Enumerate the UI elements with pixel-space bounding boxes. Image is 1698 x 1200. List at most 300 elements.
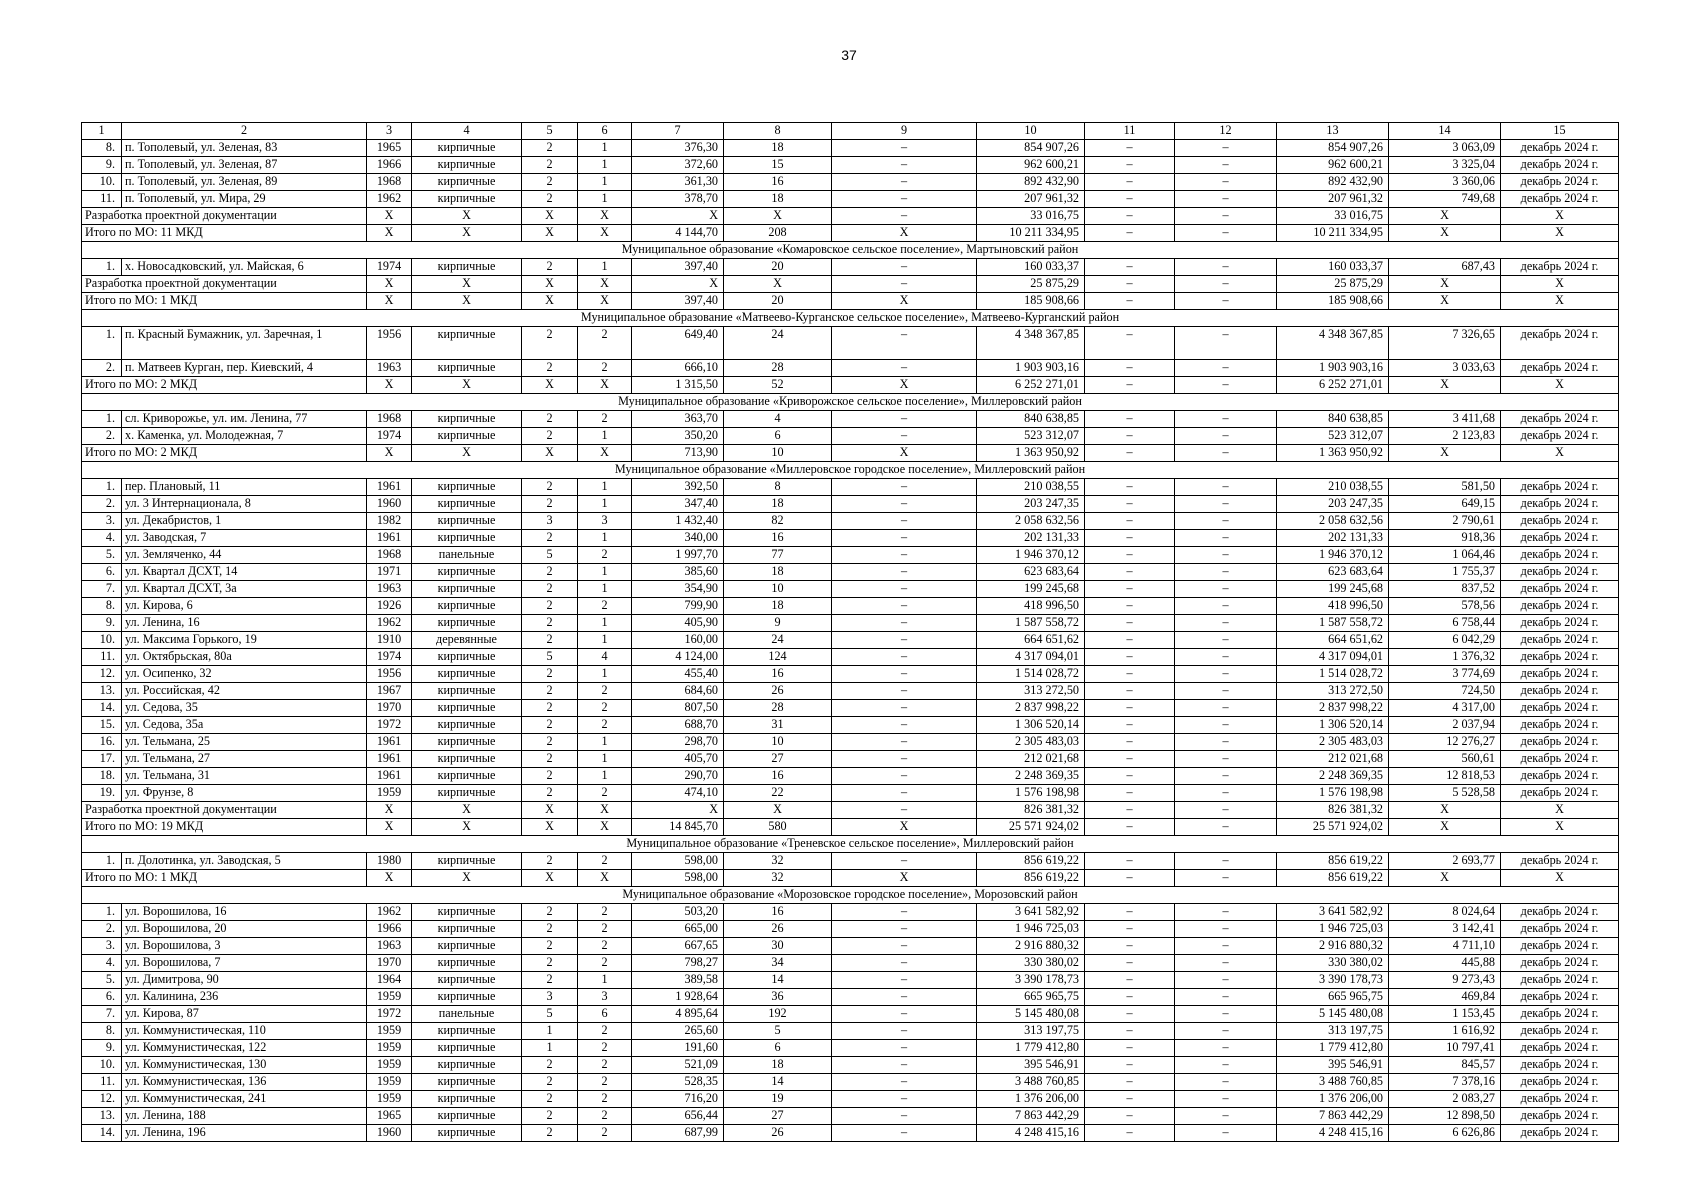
table-cell: X bbox=[1389, 445, 1501, 462]
summary-row bbox=[82, 225, 1619, 242]
row-number: 16. bbox=[82, 734, 122, 751]
table-cell: 649,40 bbox=[632, 327, 724, 360]
table-cell: 713,90 bbox=[632, 445, 724, 462]
table-cell: 598,00 bbox=[632, 853, 724, 870]
table-cell: 5 bbox=[522, 649, 578, 666]
row-number: 12. bbox=[82, 666, 122, 683]
row-number: 15. bbox=[82, 717, 122, 734]
table-cell: 1 587 558,72 bbox=[977, 615, 1085, 632]
table-cell: – bbox=[1175, 921, 1277, 938]
table-cell: кирпичные bbox=[412, 1057, 522, 1074]
section-title: Муниципальное образование «Матвеево-Курганское сельское поселение», Матвеево-Курганский район bbox=[82, 310, 1619, 327]
row-number: 9. bbox=[82, 1040, 122, 1057]
table-cell: 9 bbox=[724, 615, 832, 632]
table-cell: 22 bbox=[724, 785, 832, 802]
table-cell: 2 bbox=[522, 1057, 578, 1074]
table-cell: – bbox=[832, 327, 977, 360]
table-cell: 3 bbox=[522, 989, 578, 1006]
table-cell: – bbox=[832, 564, 977, 581]
table-cell: 418 996,50 bbox=[977, 598, 1085, 615]
table-cell: 14 845,70 bbox=[632, 819, 724, 836]
table-cell: – bbox=[832, 208, 977, 225]
table-cell: – bbox=[1175, 802, 1277, 819]
table-row bbox=[82, 157, 1619, 174]
table-row bbox=[82, 955, 1619, 972]
table-cell: – bbox=[1085, 717, 1175, 734]
table-cell: кирпичные bbox=[412, 649, 522, 666]
table-cell: – bbox=[1085, 700, 1175, 717]
table-cell: кирпичные bbox=[412, 140, 522, 157]
table-row bbox=[82, 259, 1619, 276]
address-cell: ул. Ленина, 16 bbox=[122, 615, 367, 632]
table-cell: 1926 bbox=[367, 598, 412, 615]
table-cell: 687,99 bbox=[632, 1125, 724, 1142]
row-number: 3. bbox=[82, 938, 122, 955]
table-cell: – bbox=[1175, 496, 1277, 513]
table-cell: – bbox=[1085, 360, 1175, 377]
table-cell: 1 946 370,12 bbox=[1277, 547, 1389, 564]
table-cell: 27 bbox=[724, 1108, 832, 1125]
table-cell: 1972 bbox=[367, 717, 412, 734]
table-cell: 2 916 880,32 bbox=[1277, 938, 1389, 955]
table-cell: 5 145 480,08 bbox=[977, 1006, 1085, 1023]
table-cell: 3 325,04 bbox=[1389, 157, 1501, 174]
table-cell: 1 587 558,72 bbox=[1277, 615, 1389, 632]
table-cell: – bbox=[1085, 938, 1175, 955]
table-cell: 2 bbox=[522, 1108, 578, 1125]
table-cell: 3 390 178,73 bbox=[1277, 972, 1389, 989]
table-cell: – bbox=[1175, 904, 1277, 921]
table-row bbox=[82, 174, 1619, 191]
table-cell: – bbox=[832, 581, 977, 598]
table-cell: 313 197,75 bbox=[1277, 1023, 1389, 1040]
table-cell: 185 908,66 bbox=[1277, 293, 1389, 310]
table-cell: – bbox=[1085, 989, 1175, 1006]
table-row bbox=[82, 904, 1619, 921]
table-cell: 2 bbox=[578, 360, 632, 377]
address-cell: х. Новосадковский, ул. Майская, 6 bbox=[122, 259, 367, 276]
table-cell: X bbox=[724, 276, 832, 293]
table-cell: X bbox=[412, 293, 522, 310]
table-cell: кирпичные bbox=[412, 513, 522, 530]
section-header-row bbox=[82, 242, 1619, 259]
table-row bbox=[82, 683, 1619, 700]
table-cell: 4 317 094,01 bbox=[977, 649, 1085, 666]
summary-row bbox=[82, 819, 1619, 836]
table-cell: 2 bbox=[578, 1091, 632, 1108]
row-number: 2. bbox=[82, 428, 122, 445]
table-cell: 3 488 760,85 bbox=[1277, 1074, 1389, 1091]
table-cell: 2 bbox=[522, 428, 578, 445]
table-cell: 918,36 bbox=[1389, 530, 1501, 547]
table-cell: декабрь 2024 г. bbox=[1501, 157, 1619, 174]
table-row bbox=[82, 1057, 1619, 1074]
table-cell: кирпичные bbox=[412, 191, 522, 208]
table-cell: – bbox=[832, 921, 977, 938]
table-cell: – bbox=[832, 479, 977, 496]
summary-row bbox=[82, 276, 1619, 293]
table-cell: 34 bbox=[724, 955, 832, 972]
address-cell: ул. Тельмана, 27 bbox=[122, 751, 367, 768]
table-cell: – bbox=[832, 785, 977, 802]
table-cell: 807,50 bbox=[632, 700, 724, 717]
table-cell: 856 619,22 bbox=[977, 853, 1085, 870]
table-cell: кирпичные bbox=[412, 1125, 522, 1142]
table-cell: X bbox=[578, 225, 632, 242]
table-cell: 2 bbox=[522, 1125, 578, 1142]
table-cell: – bbox=[1175, 293, 1277, 310]
table-cell: – bbox=[1085, 479, 1175, 496]
table-cell: декабрь 2024 г. bbox=[1501, 564, 1619, 581]
table-cell: 30 bbox=[724, 938, 832, 955]
table-cell: 4 317 094,01 bbox=[1277, 649, 1389, 666]
table-cell: 26 bbox=[724, 921, 832, 938]
table-cell: 18 bbox=[724, 564, 832, 581]
table-cell: декабрь 2024 г. bbox=[1501, 581, 1619, 598]
table-cell: декабрь 2024 г. bbox=[1501, 1108, 1619, 1125]
table-cell: 372,60 bbox=[632, 157, 724, 174]
table-cell: 1971 bbox=[367, 564, 412, 581]
table-cell: – bbox=[1085, 1006, 1175, 1023]
table-cell: 2 bbox=[522, 327, 578, 360]
table-cell: 1 bbox=[578, 751, 632, 768]
table-cell: – bbox=[832, 768, 977, 785]
table-cell: кирпичные bbox=[412, 785, 522, 802]
table-cell: – bbox=[1085, 683, 1175, 700]
table-cell: 330 380,02 bbox=[977, 955, 1085, 972]
table-cell: 1959 bbox=[367, 785, 412, 802]
table-cell: – bbox=[1085, 428, 1175, 445]
table-cell: 212 021,68 bbox=[977, 751, 1085, 768]
table-cell: кирпичные bbox=[412, 1091, 522, 1108]
table-cell: – bbox=[832, 547, 977, 564]
table-cell: 1963 bbox=[367, 581, 412, 598]
table-cell: – bbox=[1175, 1108, 1277, 1125]
table-cell: 25 571 924,02 bbox=[977, 819, 1085, 836]
table-cell: 1960 bbox=[367, 1125, 412, 1142]
table-cell: – bbox=[1085, 411, 1175, 428]
table-cell: – bbox=[1085, 768, 1175, 785]
column-number-cell: 15 bbox=[1501, 123, 1619, 140]
table-cell: 1 576 198,98 bbox=[1277, 785, 1389, 802]
table-cell: 4 248 415,16 bbox=[1277, 1125, 1389, 1142]
table-cell: 82 bbox=[724, 513, 832, 530]
table-cell: 798,27 bbox=[632, 955, 724, 972]
table-cell: – bbox=[832, 972, 977, 989]
table-cell: декабрь 2024 г. bbox=[1501, 921, 1619, 938]
table-cell: X bbox=[832, 225, 977, 242]
table-row bbox=[82, 938, 1619, 955]
table-row bbox=[82, 360, 1619, 377]
address-cell: ул. Октябрьская, 80а bbox=[122, 649, 367, 666]
table-cell: 207 961,32 bbox=[1277, 191, 1389, 208]
address-cell: ул. Земляченко, 44 bbox=[122, 547, 367, 564]
table-cell: X bbox=[1389, 293, 1501, 310]
table-cell: 290,70 bbox=[632, 768, 724, 785]
table-cell: – bbox=[1175, 360, 1277, 377]
table-cell: – bbox=[1085, 259, 1175, 276]
table-cell: X bbox=[367, 225, 412, 242]
table-cell: – bbox=[832, 496, 977, 513]
table-cell: кирпичные bbox=[412, 955, 522, 972]
table-cell: X bbox=[412, 377, 522, 394]
table-cell: 1 153,45 bbox=[1389, 1006, 1501, 1023]
table-cell: – bbox=[1085, 1125, 1175, 1142]
table-cell: 1 755,37 bbox=[1389, 564, 1501, 581]
summary-label: Итого по МО: 11 МКД bbox=[82, 225, 367, 242]
table-cell: 3 411,68 bbox=[1389, 411, 1501, 428]
table-cell: декабрь 2024 г. bbox=[1501, 259, 1619, 276]
table-row bbox=[82, 428, 1619, 445]
row-number: 8. bbox=[82, 1023, 122, 1040]
table-cell: декабрь 2024 г. bbox=[1501, 1023, 1619, 1040]
table-cell: – bbox=[832, 955, 977, 972]
section-title: Муниципальное образование «Комаровское сельское поселение», Мартыновский район bbox=[82, 242, 1619, 259]
table-cell: кирпичные bbox=[412, 734, 522, 751]
table-cell: – bbox=[1175, 530, 1277, 547]
table-cell: 15 bbox=[724, 157, 832, 174]
table-cell: 580 bbox=[724, 819, 832, 836]
table-cell: – bbox=[1175, 700, 1277, 717]
table-cell: 503,20 bbox=[632, 904, 724, 921]
table-cell: 1 616,92 bbox=[1389, 1023, 1501, 1040]
table-cell: 1 376 206,00 bbox=[1277, 1091, 1389, 1108]
table-cell: кирпичные bbox=[412, 428, 522, 445]
row-number: 11. bbox=[82, 191, 122, 208]
table-cell: X bbox=[578, 293, 632, 310]
table-cell: 1 bbox=[578, 174, 632, 191]
table-cell: 840 638,85 bbox=[977, 411, 1085, 428]
table-cell: 26 bbox=[724, 683, 832, 700]
table-cell: 4 124,00 bbox=[632, 649, 724, 666]
table-cell: 16 bbox=[724, 174, 832, 191]
table-cell: – bbox=[1175, 598, 1277, 615]
table-cell: – bbox=[1085, 513, 1175, 530]
table-cell: X bbox=[632, 208, 724, 225]
table-cell: 2 bbox=[522, 666, 578, 683]
table-cell: 856 619,22 bbox=[977, 870, 1085, 887]
table-cell: 2 bbox=[522, 921, 578, 938]
table-cell: 665 965,75 bbox=[1277, 989, 1389, 1006]
column-number-cell: 4 bbox=[412, 123, 522, 140]
table-cell: 31 bbox=[724, 717, 832, 734]
table-cell: 363,70 bbox=[632, 411, 724, 428]
table-cell: X bbox=[578, 377, 632, 394]
table-cell: 854 907,26 bbox=[1277, 140, 1389, 157]
table-cell: – bbox=[1175, 1023, 1277, 1040]
table-cell: – bbox=[1175, 327, 1277, 360]
table-row bbox=[82, 1108, 1619, 1125]
table-cell: X bbox=[367, 802, 412, 819]
table-cell: – bbox=[1175, 1040, 1277, 1057]
column-number-cell: 14 bbox=[1389, 123, 1501, 140]
table-cell: – bbox=[1085, 327, 1175, 360]
table-cell: 3 033,63 bbox=[1389, 360, 1501, 377]
table-cell: 18 bbox=[724, 496, 832, 513]
table-cell: X bbox=[1501, 225, 1619, 242]
table-cell: 1962 bbox=[367, 904, 412, 921]
table-cell: 1959 bbox=[367, 1040, 412, 1057]
table-cell: – bbox=[1085, 293, 1175, 310]
table-cell: 1966 bbox=[367, 157, 412, 174]
table-cell: 203 247,35 bbox=[1277, 496, 1389, 513]
table-cell: 3 063,09 bbox=[1389, 140, 1501, 157]
table-row bbox=[82, 649, 1619, 666]
table-cell: 724,50 bbox=[1389, 683, 1501, 700]
table-cell: 1 306 520,14 bbox=[977, 717, 1085, 734]
row-number: 1. bbox=[82, 904, 122, 921]
table-cell: 1972 bbox=[367, 1006, 412, 1023]
table-cell: кирпичные bbox=[412, 496, 522, 513]
table-cell: – bbox=[1175, 683, 1277, 700]
row-number: 19. bbox=[82, 785, 122, 802]
table-cell: 376,30 bbox=[632, 140, 724, 157]
table-row bbox=[82, 496, 1619, 513]
table-cell: 1965 bbox=[367, 1108, 412, 1125]
row-number: 10. bbox=[82, 632, 122, 649]
table-cell: 207 961,32 bbox=[977, 191, 1085, 208]
summary-label: Разработка проектной документации bbox=[82, 802, 367, 819]
table-cell: – bbox=[1175, 1091, 1277, 1108]
table-cell: X bbox=[412, 225, 522, 242]
table-cell: – bbox=[1085, 972, 1175, 989]
table-cell: 385,60 bbox=[632, 564, 724, 581]
table-cell: кирпичные bbox=[412, 717, 522, 734]
table-cell: – bbox=[832, 666, 977, 683]
table-cell: декабрь 2024 г. bbox=[1501, 360, 1619, 377]
table-cell: 2 083,27 bbox=[1389, 1091, 1501, 1108]
table-cell: 2 837 998,22 bbox=[977, 700, 1085, 717]
table-cell: 2 bbox=[522, 259, 578, 276]
table-cell: 2 bbox=[578, 1074, 632, 1091]
table-cell: – bbox=[832, 598, 977, 615]
table-cell: декабрь 2024 г. bbox=[1501, 683, 1619, 700]
table-cell: 25 875,29 bbox=[977, 276, 1085, 293]
table-cell: 2 037,94 bbox=[1389, 717, 1501, 734]
table-cell: кирпичные bbox=[412, 564, 522, 581]
summary-label: Итого по МО: 2 МКД bbox=[82, 445, 367, 462]
summary-row bbox=[82, 870, 1619, 887]
table-cell: кирпичные bbox=[412, 1040, 522, 1057]
table-cell: 2 bbox=[578, 904, 632, 921]
table-cell: 1 779 412,80 bbox=[1277, 1040, 1389, 1057]
table-cell: 1960 bbox=[367, 496, 412, 513]
table-cell: – bbox=[1085, 632, 1175, 649]
table-cell: 9 273,43 bbox=[1389, 972, 1501, 989]
table-cell: – bbox=[1085, 802, 1175, 819]
table-cell: кирпичные bbox=[412, 989, 522, 1006]
table-cell: кирпичные bbox=[412, 411, 522, 428]
table-cell: X bbox=[1501, 445, 1619, 462]
row-number: 5. bbox=[82, 547, 122, 564]
table-cell: декабрь 2024 г. bbox=[1501, 632, 1619, 649]
table-cell: – bbox=[1175, 734, 1277, 751]
table-cell: 10 bbox=[724, 581, 832, 598]
address-cell: п. Долотинка, ул. Заводская, 5 bbox=[122, 853, 367, 870]
table-cell: 2 bbox=[522, 174, 578, 191]
table-cell: – bbox=[1175, 938, 1277, 955]
table-cell: 4 144,70 bbox=[632, 225, 724, 242]
column-number-cell: 8 bbox=[724, 123, 832, 140]
address-cell: пер. Плановый, 11 bbox=[122, 479, 367, 496]
row-number: 9. bbox=[82, 157, 122, 174]
table-cell: 77 bbox=[724, 547, 832, 564]
summary-row bbox=[82, 445, 1619, 462]
table-cell: X bbox=[412, 870, 522, 887]
table-cell: 445,88 bbox=[1389, 955, 1501, 972]
table-cell: 664 651,62 bbox=[1277, 632, 1389, 649]
address-cell: ул. Декабристов, 1 bbox=[122, 513, 367, 530]
table-cell: 1 bbox=[578, 581, 632, 598]
table-cell: 4 bbox=[578, 649, 632, 666]
table-cell: – bbox=[832, 1074, 977, 1091]
table-cell: 581,50 bbox=[1389, 479, 1501, 496]
row-number: 8. bbox=[82, 598, 122, 615]
table-cell: X bbox=[632, 276, 724, 293]
table-cell: 1 bbox=[578, 157, 632, 174]
section-header-row bbox=[82, 310, 1619, 327]
table-cell: кирпичные bbox=[412, 700, 522, 717]
table-cell: 1974 bbox=[367, 259, 412, 276]
table-cell: 1956 bbox=[367, 327, 412, 360]
table-row bbox=[82, 768, 1619, 785]
table-cell: 2 bbox=[522, 734, 578, 751]
table-cell: – bbox=[832, 513, 977, 530]
table-cell: – bbox=[832, 717, 977, 734]
table-cell: – bbox=[1085, 615, 1175, 632]
table-cell: 2 916 880,32 bbox=[977, 938, 1085, 955]
table-cell: 455,40 bbox=[632, 666, 724, 683]
table-cell: X bbox=[1389, 819, 1501, 836]
table-cell: кирпичные bbox=[412, 530, 522, 547]
table-cell: декабрь 2024 г. bbox=[1501, 530, 1619, 547]
table-row bbox=[82, 853, 1619, 870]
table-cell: декабрь 2024 г. bbox=[1501, 989, 1619, 1006]
table-cell: – bbox=[1175, 853, 1277, 870]
section-header-row bbox=[82, 887, 1619, 904]
table-cell: – bbox=[1175, 377, 1277, 394]
table-cell: 1961 bbox=[367, 751, 412, 768]
table-cell: – bbox=[832, 649, 977, 666]
table-cell: декабрь 2024 г. bbox=[1501, 734, 1619, 751]
table-cell: 2 bbox=[522, 1074, 578, 1091]
table-cell: – bbox=[1175, 768, 1277, 785]
table-cell: – bbox=[832, 734, 977, 751]
table-cell: – bbox=[832, 157, 977, 174]
table-cell: – bbox=[1085, 904, 1175, 921]
address-cell: п. Тополевый, ул. Зеленая, 89 bbox=[122, 174, 367, 191]
table-cell: X bbox=[1389, 208, 1501, 225]
table-cell: X bbox=[522, 208, 578, 225]
address-cell: ул. Калинина, 236 bbox=[122, 989, 367, 1006]
table-row bbox=[82, 513, 1619, 530]
table-cell: декабрь 2024 г. bbox=[1501, 700, 1619, 717]
table-cell: 340,00 bbox=[632, 530, 724, 547]
table-cell: – bbox=[832, 989, 977, 1006]
table-cell: – bbox=[832, 632, 977, 649]
address-cell: ул. Ворошилова, 3 bbox=[122, 938, 367, 955]
table-cell: 1974 bbox=[367, 428, 412, 445]
table-cell: 20 bbox=[724, 259, 832, 276]
table-cell: 1961 bbox=[367, 479, 412, 496]
table-cell: – bbox=[1085, 1108, 1175, 1125]
table-cell: 7 863 442,29 bbox=[977, 1108, 1085, 1125]
table-cell: 2 bbox=[522, 904, 578, 921]
table-cell: – bbox=[1085, 225, 1175, 242]
table-cell: 210 038,55 bbox=[1277, 479, 1389, 496]
table-cell: 8 024,64 bbox=[1389, 904, 1501, 921]
table-cell: X bbox=[1501, 208, 1619, 225]
